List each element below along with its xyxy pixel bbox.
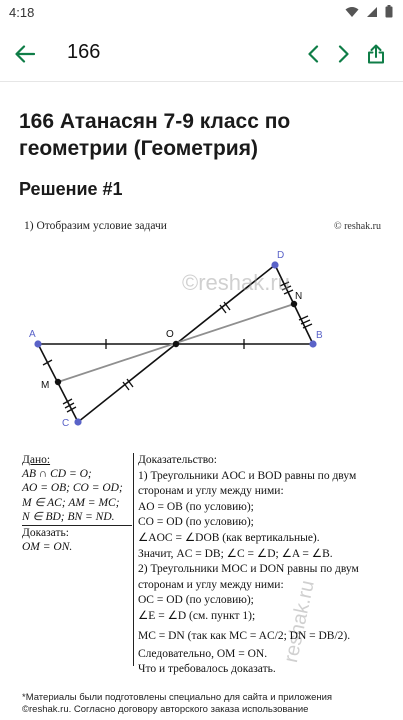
share-icon (367, 44, 385, 64)
watermark-vertical: reshak.ru (280, 578, 319, 665)
label-c: C (62, 418, 70, 429)
proof-line: CO = OD (по условию); (138, 516, 254, 529)
label-n: N (295, 291, 303, 302)
solution-step: 1) Отобразим условие задачи (24, 220, 167, 232)
proof-block (138, 453, 400, 678)
proof-line: ∠E = ∠D (см. пункт 1); (138, 609, 256, 622)
battery-icon (385, 5, 393, 18)
wifi-icon (345, 6, 359, 18)
tick-marks (43, 282, 312, 412)
next-button[interactable] (329, 39, 359, 69)
solution-heading: Решение #1 (19, 179, 123, 199)
proof-line: Значит, AC = DB; ∠C = ∠D; ∠A = ∠B. (138, 547, 333, 560)
given-block (22, 453, 132, 554)
label-m: M (41, 380, 50, 391)
geometry-figure (0, 210, 403, 450)
point-a (34, 340, 41, 347)
given-line: AB ∩ CD = O; (22, 468, 92, 481)
given-line: AO = OB; CO = OD; (22, 482, 123, 495)
given-label: Дано: (22, 454, 51, 466)
point-c (74, 418, 81, 425)
label-o: O (166, 329, 174, 340)
page-title: 166 (67, 41, 101, 63)
given-line: N ∈ BD; BN = ND. (22, 510, 115, 523)
point-d (271, 261, 278, 268)
proof-line: ∠AOC = ∠DOB (как вертикальные). (138, 531, 320, 544)
prev-button[interactable] (298, 39, 328, 69)
arrow-left-icon (15, 45, 35, 63)
point-m (55, 379, 61, 385)
content (0, 82, 403, 720)
proof-line: 1) Треугольники AOC и BOD равны по двум (138, 469, 357, 482)
chevron-right-icon (338, 45, 350, 63)
copyright-label: © reshak.ru (333, 221, 381, 232)
footer-line: *Материалы были подготовлены специально для сайта и приложения (22, 692, 333, 703)
footer-note (0, 684, 403, 720)
point-b (309, 340, 316, 347)
status-bar (0, 0, 403, 26)
proof-line: сторонам и углу между ними: (138, 485, 284, 498)
label-b: B (316, 330, 323, 341)
share-button[interactable] (361, 39, 391, 69)
signal-icon (366, 6, 378, 18)
back-button[interactable] (10, 39, 40, 69)
app-bar (0, 26, 403, 82)
proof-line: AO = OB (по условию); (138, 500, 254, 513)
proof-label: Доказательство: (138, 454, 218, 466)
prove-line: OM = ON. (22, 541, 73, 554)
proof-line: Что и требовалось доказать. (138, 663, 276, 676)
status-time: 4:18 (9, 5, 35, 20)
proof-line: MC = DN (так как MC = AC/2; DN = DB/2). (138, 629, 351, 642)
status-icons (345, 5, 393, 18)
divider (133, 453, 134, 666)
proof-line: Следовательно, OM = ON. (138, 647, 268, 660)
chevron-left-icon (307, 45, 319, 63)
footer-line: ©reshak.ru. Согласно договору авторского заказа использование (22, 704, 309, 715)
article-title: 166 Атанасян 7-9 класс по геометрии (Геометрия) (19, 110, 291, 160)
given-line: M ∈ AC; AM = MC; (22, 496, 120, 509)
label-a: A (29, 329, 36, 340)
proof-line: 2) Треугольники MOC и DON равны по двум (138, 563, 359, 576)
prove-label: Доказать: (22, 525, 132, 540)
label-d: D (277, 250, 285, 261)
point-o (173, 341, 179, 347)
watermark-text: ©reshak.ru (182, 270, 290, 295)
proof-line: сторонам и углу между ними: (138, 578, 284, 591)
solution-image (0, 210, 403, 720)
proof-line: OC = OD (по условию); (138, 594, 254, 607)
